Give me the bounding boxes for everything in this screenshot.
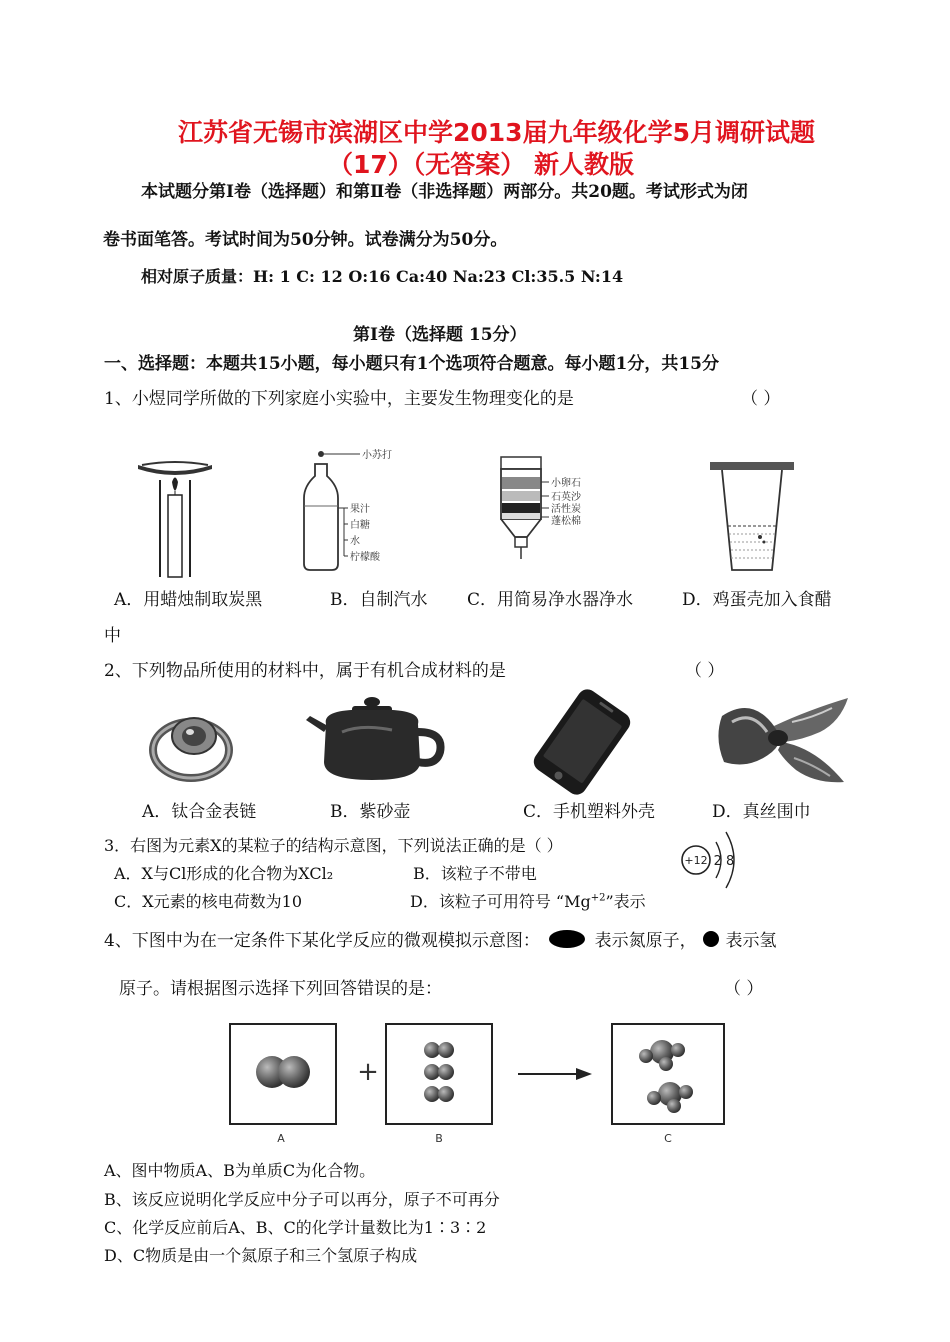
bottle-label-4: 水 bbox=[350, 536, 360, 547]
q2-option-b[interactable]: B．紫砂壶 bbox=[330, 802, 411, 822]
eggshell-vinegar-figure bbox=[706, 458, 806, 578]
q3-option-c[interactable]: C．X元素的核电荷数为10 bbox=[114, 892, 302, 911]
filter-label-1: 小卵石 bbox=[551, 478, 581, 489]
q3-option-a[interactable]: A．X与Cl形成的化合物为XCl₂ bbox=[114, 864, 334, 883]
q2-option-d[interactable]: D．真丝围巾 bbox=[712, 802, 811, 822]
q1-option-d[interactable]: D．鸡蛋壳加入食醋 bbox=[682, 590, 832, 610]
q3-option-b[interactable]: B．该粒子不带电 bbox=[413, 864, 537, 883]
intro-line1: 本试题分第Ⅰ卷（选择题）和第Ⅱ卷（非选择题）两部分。共20题。考试形式为闭 bbox=[141, 182, 748, 202]
plus-sign: + bbox=[357, 1057, 379, 1087]
reaction-diagram bbox=[226, 1020, 738, 1148]
q2-answer-paren: （ ） bbox=[685, 661, 725, 681]
q4-option-a[interactable]: A、图中物质A、B为单质C为化合物。 bbox=[104, 1161, 376, 1180]
q4-option-c[interactable]: C、化学反应前后A、B、C的化学计量数比为1∶3∶2 bbox=[104, 1218, 487, 1237]
q1-option-a[interactable]: A．用蜡烛制取炭黑 bbox=[114, 590, 263, 610]
q1-stem: 1、小煜同学所做的下列家庭小实验中，主要发生物理变化的是 bbox=[104, 389, 574, 409]
q4-answer-paren: （ ） bbox=[724, 979, 764, 999]
soda-bottle-figure bbox=[300, 446, 410, 576]
intro-line2: 卷书面笔答。考试时间为50分钟。试卷满分为50分。 bbox=[103, 230, 508, 250]
q1-option-b[interactable]: B．自制汽水 bbox=[330, 590, 428, 610]
q1-option-c[interactable]: C．用简易净水器净水 bbox=[467, 590, 634, 610]
q3-stem: 3．右图为元素X的某粒子的结构示意图，下列说法正确的是（ ） bbox=[104, 836, 563, 855]
teapot-figure bbox=[302, 692, 447, 787]
bottle-label-5: 柠檬酸 bbox=[350, 552, 380, 563]
q4-stem-part2: 表示氮原子， bbox=[594, 931, 697, 951]
silk-scarf-figure bbox=[712, 692, 857, 792]
q3-option-d-suffix: ”表示 bbox=[605, 892, 646, 911]
q4-stem bbox=[104, 926, 776, 951]
filter-label-4: 蓬松棉 bbox=[551, 516, 581, 527]
q4-option-b[interactable]: B、该反应说明化学反应中分子可以再分，原子不可再分 bbox=[104, 1190, 500, 1209]
bottle-label-2: 果汁 bbox=[350, 504, 370, 515]
section-heading: 第Ⅰ卷（选择题 15分） bbox=[353, 325, 527, 345]
titanium-ring-figure bbox=[148, 706, 238, 786]
phone-case-figure bbox=[527, 692, 637, 792]
q4-stem-part1: 4、下图中为在一定条件下某化学反应的微观模拟示意图： bbox=[104, 931, 540, 951]
q1-answer-paren: （ ） bbox=[741, 389, 781, 409]
box-b-label: B bbox=[435, 1132, 443, 1145]
box-c-label: C bbox=[664, 1132, 672, 1145]
q2-stem: 2、下列物品所使用的材料中，属于有机合成材料的是 bbox=[104, 661, 506, 681]
water-filter-figure bbox=[495, 455, 615, 580]
q3-option-d-charge: +2 bbox=[590, 892, 606, 904]
bottle-label-1: 小苏打 bbox=[362, 450, 392, 461]
bottle-label-3: 白糖 bbox=[350, 520, 370, 531]
candle-soot-figure bbox=[130, 455, 220, 580]
q3-option-d-prefix: D．该粒子可用符号 “Mg bbox=[410, 892, 591, 911]
filter-label-2: 石英沙 bbox=[551, 492, 581, 503]
nucleus-charge: +12 bbox=[684, 854, 708, 867]
nitrogen-atom-icon bbox=[549, 930, 585, 948]
q4-stem-part3: 表示氢 bbox=[725, 931, 777, 951]
q2-option-a[interactable]: A．钛合金表链 bbox=[142, 802, 257, 822]
document-title-line1: 江苏省无锡市滨湖区中学2013届九年级化学5月调研试题 bbox=[178, 118, 815, 147]
hydrogen-atom-icon bbox=[703, 931, 719, 947]
atomic-masses: 相对原子质量：H: 1 C: 12 O:16 Ca:40 Na:23 Cl:35.5 N:14 bbox=[141, 267, 624, 286]
section-instruction: 一、选择题：本题共15小题，每小题只有1个选项符合题意。每小题1分，共15分 bbox=[104, 354, 719, 374]
box-a-label: A bbox=[277, 1132, 285, 1145]
filter-label-3: 活性炭 bbox=[551, 504, 581, 515]
q3-option-d[interactable] bbox=[410, 889, 646, 912]
q4-stem-line2: 原子。请根据图示选择下列回答错误的是： bbox=[119, 979, 442, 999]
q1-option-d-wrap: 中 bbox=[104, 626, 121, 646]
electron-shells: 2 8 bbox=[713, 854, 735, 869]
q2-option-c[interactable]: C．手机塑料外壳 bbox=[523, 802, 656, 822]
q4-option-d[interactable]: D、C物质是由一个氮原子和三个氢原子构成 bbox=[104, 1246, 418, 1265]
document-title-line2: （17）（无答案） 新人教版 bbox=[328, 150, 634, 179]
atom-structure-diagram bbox=[676, 826, 756, 892]
